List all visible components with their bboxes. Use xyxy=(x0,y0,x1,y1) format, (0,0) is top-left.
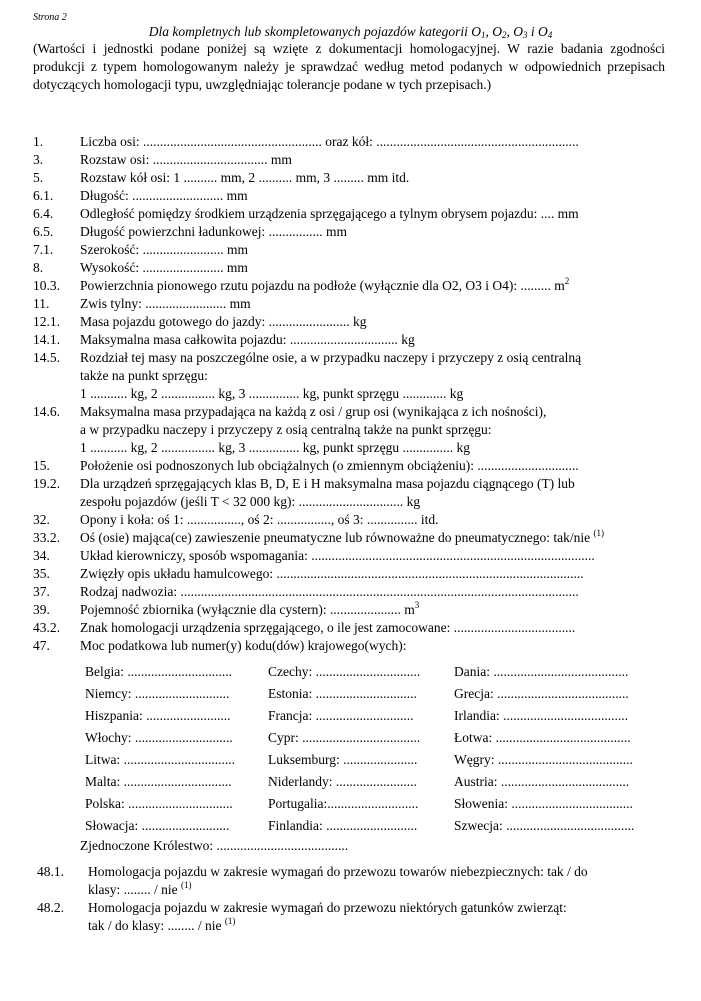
final-item-line: Homologacja pojazdu w zakresie wymagań do przewozu towarów niebezpiecznych: tak / do xyxy=(88,864,588,879)
item-superscript: (1) xyxy=(593,528,605,538)
final-item-line: tak / do klasy: ........ / nie $^{(1)}$ xyxy=(88,916,236,933)
item-number: 19.2. xyxy=(33,476,60,491)
country-entry: Hiszpania: ......................... xyxy=(85,708,231,723)
item-text: Pojemność zbiornika (wyłącznie dla cystern): ..................... $m^3$ xyxy=(80,600,420,617)
country-entry: Niderlandy: ........................ xyxy=(268,774,417,789)
country-entry: Włochy: ............................. xyxy=(85,730,233,745)
item-number: 3. xyxy=(33,152,44,167)
country-entry: Węgry: ........................................ xyxy=(454,752,633,767)
item-text: Zwis tylny: ........................ mm xyxy=(80,296,251,311)
country-entry: Czechy: ............................... xyxy=(268,664,421,679)
item-text: Opony i koła: oś 1: ................, oś 2: ................, oś 3: ............... itd. xyxy=(80,512,439,527)
item-text: 1 ........... kg, 2 ................ kg, 3 ............... kg, punkt sprzęgu ............... kg xyxy=(80,440,470,455)
item-number: 32. xyxy=(33,512,50,527)
final-item-line: klasy: ........ / nie $^{(1)}$ xyxy=(88,880,192,897)
item-number: 34. xyxy=(33,548,50,563)
country-entry: Szwecja: ...................................... xyxy=(454,818,635,833)
final-item-number: 48.2. xyxy=(37,900,64,915)
item-number: 10.3. xyxy=(33,278,60,293)
footnote-marker: (1) xyxy=(181,880,192,890)
country-entry: Belgia: ............................... xyxy=(85,664,232,679)
country-entry: Grecja: ....................................... xyxy=(454,686,629,701)
item-text: Dla urządzeń sprzęgających klas B, D, E i H maksymalna masa pojazdu ciągnącego (T) lub xyxy=(80,476,575,491)
item-number: 8. xyxy=(33,260,44,275)
item-superscript: 3 xyxy=(414,600,420,610)
item-text: Maksymalna masa przypadająca na każdą z osi / grup osi (wynikająca z ich nośności), xyxy=(80,404,547,419)
item-text: Liczba osi: ..................................................... oraz kół: ............................................................ xyxy=(80,134,579,149)
item-text: Wysokość: ........................ mm xyxy=(80,260,248,275)
item-number: 14.5. xyxy=(33,350,60,365)
footnote-marker: (1) xyxy=(224,916,236,926)
item-text: 1 ........... kg, 2 ................ kg, 3 ............... kg, punkt sprzęgu ............. kg xyxy=(80,386,464,401)
item-text: także na punkt sprzęgu: xyxy=(80,368,208,383)
country-entry: Niemcy: ............................ xyxy=(85,686,230,701)
item-text: Długość: ........................... mm xyxy=(80,188,248,203)
item-text: Masa pojazdu gotowego do jazdy: ........................ kg xyxy=(80,314,367,329)
final-item-line: Homologacja pojazdu w zakresie wymagań do przewozu niektórych gatunków zwierząt: xyxy=(88,900,567,915)
country-entry: Łotwa: ........................................ xyxy=(454,730,631,745)
item-text: Odległość pomiędzy środkiem urządzenia sprzęgającego a tylnym obrysem pojazdu: .... mm xyxy=(80,206,579,221)
country-entry: Litwa: ................................. xyxy=(85,752,235,767)
item-text: Powierzchnia pionowego rzutu pojazdu na podłoże (wyłącznie dla O2, O3 i O4): ......... $m^2$ xyxy=(80,276,570,293)
item-text: zespołu pojazdów (jeśli T < 32 000 kg): ............................... kg xyxy=(80,494,421,509)
country-entry: Francja: ............................. xyxy=(268,708,414,723)
item-superscript: 2 xyxy=(564,276,570,286)
country-entry: Luksemburg: ...................... xyxy=(268,752,418,767)
country-entry: Portugalia:........................... xyxy=(268,796,419,811)
item-text: Długość powierzchni ładunkowej: ................ mm xyxy=(80,224,347,239)
country-entry: Słowacja: .......................... xyxy=(85,818,230,833)
item-number: 35. xyxy=(33,566,50,581)
intro-paragraph: (Wartości i jednostki podane poniżej są wzięte z dokumentacji homologacyjnej. W razie badania zgodności produkcji z typem homologowanym należy je sprawdzać według metod podanych w odpowiednich przepisach dotyczących homologacji typu, uwzględniając tolerancje podane w tych przepisach.) xyxy=(33,41,665,92)
country-entry: Cypr: ................................... xyxy=(268,730,421,745)
item-text: Szerokość: ........................ mm xyxy=(80,242,248,257)
item-number: 33.2. xyxy=(33,530,60,545)
country-entry: Polska: ............................... xyxy=(85,796,233,811)
item-number: 5. xyxy=(33,170,44,185)
country-entry: Austria: ...................................... xyxy=(454,774,630,789)
item-number: 6.1. xyxy=(33,188,54,203)
final-item-number: 48.1. xyxy=(37,864,64,879)
item-text: a w przypadku naczepy i przyczepy z osią centralną także na punkt sprzęgu: xyxy=(80,422,492,437)
item-number: 11. xyxy=(33,296,50,311)
item-number: 47. xyxy=(33,638,50,653)
item-number: 12.1. xyxy=(33,314,60,329)
country-entry: Irlandia: ..................................... xyxy=(454,708,628,723)
item-text: Układ kierowniczy, sposób wspomagania: .................................................................................... xyxy=(80,548,595,563)
item-text: Rodzaj nadwozia: ...................................................................................................................... xyxy=(80,584,579,599)
item-text: Rozstaw osi: .................................. mm xyxy=(80,152,292,167)
country-entry: Estonia: .............................. xyxy=(268,686,417,701)
item-text: Położenie osi podnoszonych lub obciążalnych (o zmiennym obciążeniu): .............................. xyxy=(80,458,579,473)
item-text: Moc podatkowa lub numer(y) kodu(dów) krajowego(wych): xyxy=(80,638,407,653)
page-number: Strona 2 xyxy=(33,12,67,23)
item-number: 15. xyxy=(33,458,50,473)
item-number: 43.2. xyxy=(33,620,60,635)
country-entry: Malta: ................................ xyxy=(85,774,232,789)
country-entry: Dania: ........................................ xyxy=(454,664,629,679)
country-entry: Finlandia: ........................... xyxy=(268,818,418,833)
item-number: 14.1. xyxy=(33,332,60,347)
item-text: Oś (osie) mająca(ce) zawieszenie pneumatyczne lub równoważne do pneumatycznego: tak/nie $^{(1)}$ xyxy=(80,528,605,545)
item-number: 39. xyxy=(33,602,50,617)
item-text: Maksymalna masa całkowita pojazdu: ................................ kg xyxy=(80,332,415,347)
item-text: Znak homologacji urządzenia sprzęgającego, o ile jest zamocowane: .................................... xyxy=(80,620,576,635)
item-text: Zwięzły opis układu hamulcowego: ........................................................................................... xyxy=(80,566,584,581)
item-text: Rozdział tej masy na poszczególne osie, a w przypadku naczepy i przyczepy z osią centralną xyxy=(80,350,582,365)
item-number: 37. xyxy=(33,584,50,599)
uk-entry: Zjednoczone Królestwo: ....................................... xyxy=(80,838,349,853)
item-number: 1. xyxy=(33,134,44,149)
item-number: 6.5. xyxy=(33,224,54,239)
item-text: Rozstaw kół osi: 1 .......... mm, 2 .......... mm, 3 ......... mm itd. xyxy=(80,170,410,185)
item-number: 14.6. xyxy=(33,404,60,419)
page-heading: Dla kompletnych lub skompletowanych pojazdów kategorii $O_1$, $O_2$, $O_3$ i $O_4$ xyxy=(148,24,553,40)
item-number: 7.1. xyxy=(33,242,54,257)
country-entry: Słowenia: .................................... xyxy=(454,796,633,811)
item-number: 6.4. xyxy=(33,206,54,221)
